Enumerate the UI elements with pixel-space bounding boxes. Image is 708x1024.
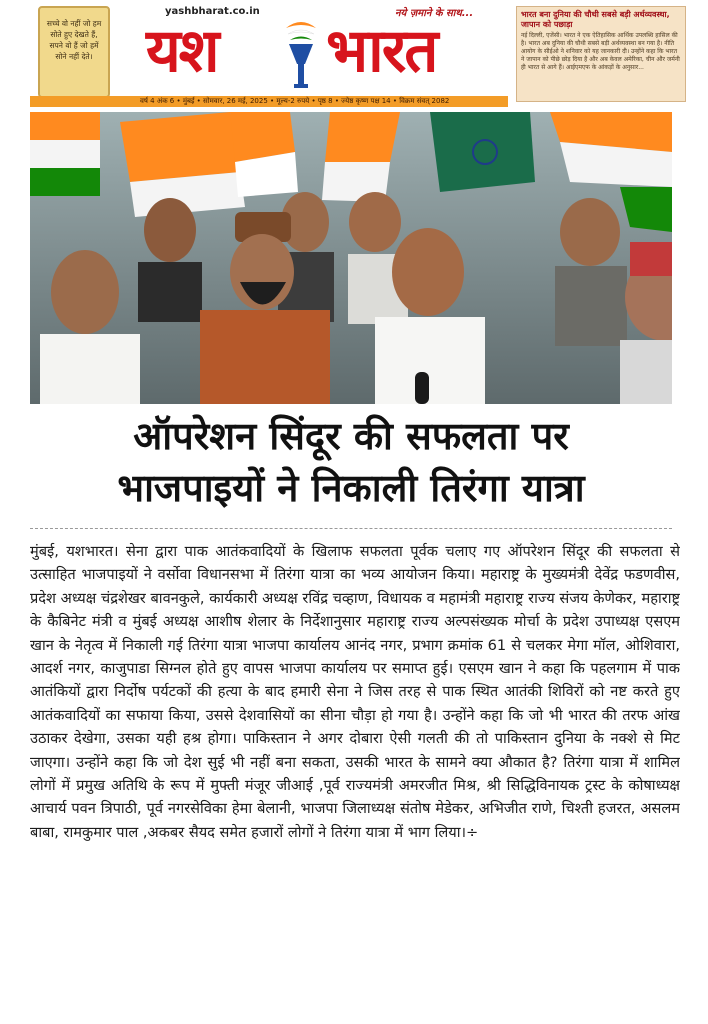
torch-icon (280, 18, 322, 90)
issue-info-strip: वर्ष 4 अंक 6 • मुंबई • सोमवार, 26 मई, 2025 • मूल्य-2 रुपये • पृष्ठ 8 • ज्येष्ठ कृष्ण पक्ष 14 • विक्रम संवत् 2082 (30, 96, 508, 107)
news-photo (30, 112, 672, 404)
masthead (0, 0, 708, 108)
headline-line-2: भाजपाइयों ने निकाली तिरंगा यात्रा (117, 466, 585, 510)
front-page-teaser[interactable] (516, 6, 686, 102)
newspaper-logo (140, 12, 510, 90)
logo-word-bharat: भारत (326, 16, 437, 86)
teaser-body: नई दिल्ली, एजेंसी। भारत ने एक ऐतिहासिक आर्थिक उपलब्धि हासिल की है। भारत अब दुनिया की चौथी सबसे बड़ी अर्थव्यवस्था बन गया है। नीति आयोग के सीईओ ने शनिवार को यह जानकारी दी। उन्होंने कहा कि भारत ने जापान को पीछे छोड़ दिया है और अब केवल अमेरिका, चीन और जर्मनी ही भारत से आगे हैं। आईएमएफ के आंकड़ों के अनुसार... (521, 32, 680, 71)
headline-line-1: ऑपरेशन सिंदूर की सफलता पर (133, 414, 569, 458)
rally-photo-illustration (30, 112, 672, 404)
article-body: मुंबई, यशभारत। सेना द्वारा पाक आतंकवादियों के खिलाफ सफलता पूर्वक चलाए गए ऑपरेशन सिंदूर की सफलता से उत्साहित भाजपाइयों ने वर्सोवा विधानसभा में तिरंगा यात्रा का भव्य आयोजन किया। महाराष्ट्र के मुख्यमंत्री देवेंद्र फडणवीस, प्रदेश अध्यक्ष चंद्रशेखर बावनकुले, कार्यकारी अध्यक्ष रविंद्र चव्हाण, विधायक व महामंत्री महाराष्ट्र राज्य संजय केणेकर, महाराष्ट्र के कैबिनेट मंत्री व मुंबई अध्यक्ष आशीष शेलार के निर्देशानुसार महाराष्ट्र राज्य अल्पसंख्यक मोर्चा के प्रदेश उपाध्यक्ष एसएम खान के नेतृत्व में निकाली गई तिरंगा यात्रा भाजपा कार्यालय आनंद नगर, प्रभाग क्रमांक 61 से चलकर मेगा मॉल, ओशिवारा, आदर्श नगर, काजुपाडा सिग्नल होते हुए वापस भाजपा कार्यालय पर समाप्त हुई। एसएम खान ने कहा कि पहलगाम में पाक आतंकियों द्वारा निर्दोष पर्यटकों की हत्या के बाद हमारी सेना ने जिस तरह से पाक स्थित आतंकी शिविरों को नष्ट करते हुए आतंकवादियों का सफाया किया, उससे देशवासियों का सीना चौड़ा हो गया है। उन्होंने कहा कि जो भी भारत की तरफ आंख उठाकर देखेगा, उसका यही हश्र होगा। पाकिस्तान ने अगर दोबारा ऐसी गलती की तो पाकिस्तान दुनिया के नक्शे से मिट जाएगा। उन्होंने कहा कि जो देश सुई भी नहीं बना सकता, उसकी भारत के सामने क्या औकात है? तिरंगा यात्रा में शामिल लोगों में प्रमुख अतिथि के रूप में मुफ्ती मंजूर जीआई ,पूर्व राज्यमंत्री अमरजीत मिश्र, श्री सिद्धिविनायक ट्रस्ट के कोषाध्यक्ष आचार्य पवन त्रिपाठी, पूर्व नगरसेविका हेमा बेलानी, भाजपा जिलाध्यक्ष संतोष मेडेकर, अभिजीत राणे, चिश्ती हजरत, असलम बाबा, रामकुमार पाल ,अकबर सैयद समेत हजारों लोगों ने तिरंगा यात्रा में भाग लिया।÷ (30, 543, 680, 841)
article-headline (30, 410, 672, 520)
teaser-headline: भारत बना दुनिया की चौथी सबसे बड़ी अर्थव्यवस्था, जापान को पछाड़ा (521, 10, 670, 29)
quote-box (38, 6, 110, 98)
quote-text: सच्चे वो नहीं जो हम सोते हुए देखते हैं, सपने वो हैं जो हमें सोने नहीं देते। (46, 19, 102, 61)
logo-word-yash: यश (146, 16, 218, 86)
tagline: नये ज़माने के साथ... (395, 8, 474, 19)
site-url[interactable]: yashbharat.co.in (165, 6, 260, 17)
divider (30, 528, 672, 529)
